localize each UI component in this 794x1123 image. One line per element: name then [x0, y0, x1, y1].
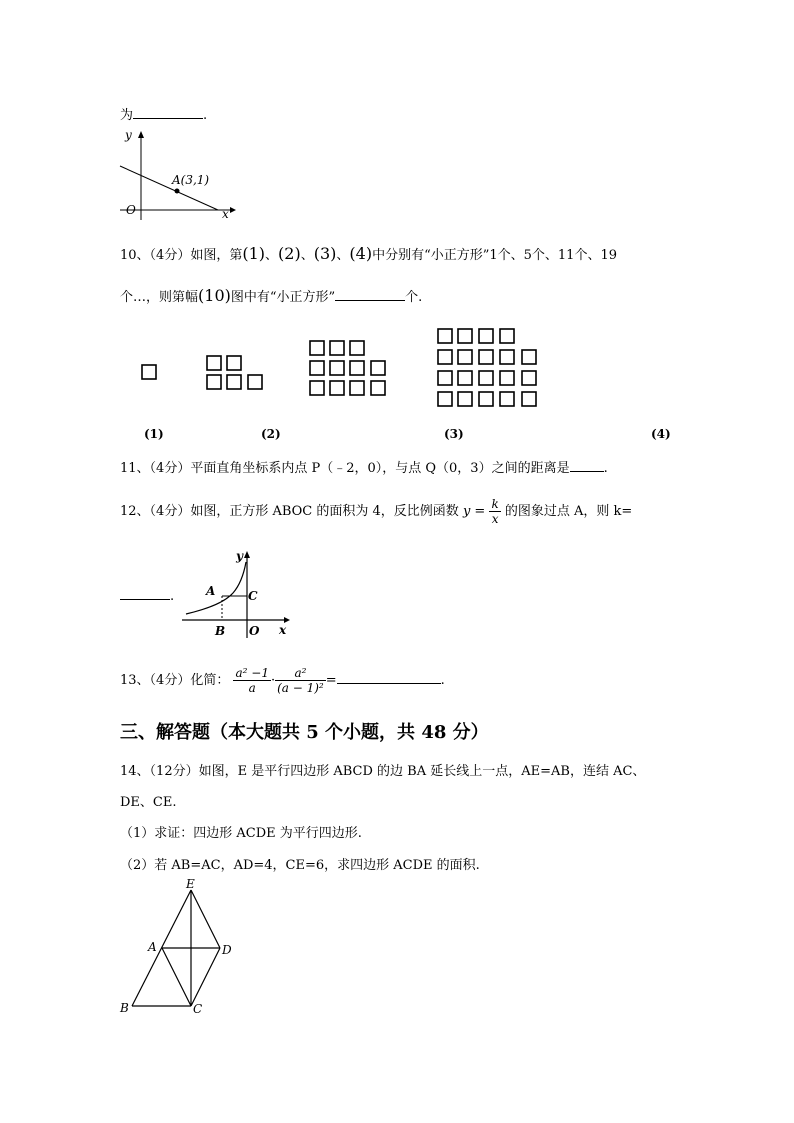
q9-prefix: 为	[120, 108, 134, 123]
q10-line1: 10、（4分）如图，第(1)、(2)、(3)、(4)中分别有“小正方形”1个、5个、11个、19	[120, 244, 617, 263]
q13-text: 化简：	[190, 673, 230, 688]
q12-score: （4分）	[149, 504, 191, 519]
q10-inline-label-3: (3)	[313, 244, 337, 263]
q14-line1	[120, 760, 645, 779]
q10-caption-3: (3)	[444, 427, 464, 441]
q10-fig1-square	[142, 365, 156, 379]
q12-func-fraction	[489, 497, 500, 526]
q14-label-a: A	[148, 940, 157, 954]
q10-caption-2: (2)	[261, 427, 281, 441]
q14-segment-ac	[162, 948, 191, 1006]
q13-fraction-1	[233, 666, 270, 695]
q12-func-y: y	[462, 504, 471, 519]
section-3-title: 三、解答题（本大题共 5 个小题，共 48 分）	[120, 722, 489, 743]
q10-fig3-squares	[310, 341, 385, 395]
q11-end: .	[603, 461, 608, 476]
q10-text2: 中分别有“小正方形”1个、5个、11个、19	[372, 248, 617, 263]
q10-text4: 图中有“小正方形”	[230, 290, 336, 305]
q11-line	[120, 457, 608, 476]
q10-caption-1: (1)	[144, 427, 164, 441]
q9-point-label: A(3,1)	[172, 173, 210, 187]
q9-answer-blank[interactable]	[133, 118, 203, 119]
q10-caption-4: (4)	[651, 427, 671, 441]
q9-suffix: .	[203, 108, 208, 123]
q12-hyperbola-figure	[178, 548, 296, 640]
q14-segment-ed	[191, 890, 220, 948]
q13-f1-denominator: a	[248, 681, 256, 695]
q11-text: 平面直角坐标系内点 P（﹣2，0），与点 Q（0，3）之间的距离是	[190, 461, 570, 476]
q9-line-graph	[118, 126, 238, 222]
q12-label-a: A	[206, 584, 216, 598]
q14-part2: （2）若 AB=AC，AD=4，CE=6，求四边形 ACDE 的面积.	[120, 858, 480, 873]
q9-x-arrow	[230, 207, 236, 213]
q14-score: （12分）	[149, 764, 199, 779]
q10-text1: 如图，第	[190, 248, 243, 263]
q10-inline-label-1: (1)	[242, 244, 266, 263]
q10-squares-figure	[130, 322, 680, 414]
q14-label-e: E	[186, 878, 195, 891]
q10-answer-blank[interactable]	[335, 300, 405, 301]
q12-text1: 如图，正方形 ABOC 的面积为 4，反比例函数	[190, 504, 459, 519]
q12-line1: 12、（4分）如图，正方形 ABOC 的面积为 4，反比例函数 y = $\frac{k}{x}$ 的图象过点 A，则 k=	[120, 497, 633, 526]
q13-f2-denominator: (a − 1)²	[277, 681, 324, 695]
q12-line2	[120, 589, 174, 604]
q13-equals: =	[325, 673, 337, 688]
q10-text5: 个.	[405, 290, 423, 305]
q13-f2-numerator: a²	[275, 666, 326, 681]
q12-label-y: y	[236, 549, 243, 563]
q12-y-arrow	[244, 551, 250, 558]
q10-inline-label-2: (2)	[278, 244, 301, 263]
q10-inline-label-4: (4)	[349, 244, 373, 263]
q14-text-line2: DE、CE.	[120, 795, 177, 810]
q12-func-numerator: k	[491, 497, 499, 511]
q10-fig4-squares	[438, 329, 536, 406]
q9-point-a	[175, 189, 180, 194]
q12-func-denominator: x	[491, 512, 499, 526]
q13-f1-numerator: a² −1	[235, 666, 269, 680]
q10-score: （4分）	[149, 248, 191, 263]
q10-line2	[120, 286, 422, 305]
q14-label-d: D	[222, 943, 232, 957]
q12-label-x: x	[279, 623, 287, 637]
q9-origin-label: O	[126, 203, 136, 217]
q10-fig2-squares	[207, 356, 262, 389]
q13-score: （4分）	[149, 673, 191, 688]
q12-label-b: B	[215, 624, 226, 638]
q12-answer-blank[interactable]	[120, 599, 170, 600]
q14-part1: （1）求证：四边形 ACDE 为平行四边形.	[120, 826, 362, 841]
q14-text-line1: 如图，E 是平行四边形 ABCD 的边 BA 延长线上一点，AE=AB，连结 AC、	[198, 764, 646, 779]
q14-label-b: B	[120, 1001, 129, 1015]
q12-hyperbola-curve	[186, 562, 246, 614]
q10-fig10-label: (10)	[198, 286, 231, 305]
q12-end: .	[170, 589, 175, 604]
q14-segment-dc	[191, 948, 220, 1006]
q13-number: 13、	[120, 673, 150, 688]
q9-y-arrow	[138, 131, 144, 138]
q13-answer-blank[interactable]	[337, 683, 441, 684]
q12-label-o: O	[249, 624, 260, 638]
q11-answer-blank[interactable]	[570, 471, 604, 472]
q12-text2: 的图象过点 A，则 k=	[504, 504, 633, 519]
q13-line: 13、（4分）化简： $\frac{\text{a² −1}}{a}$ · $\frac{\text{a²}}{\text{(a − 1)²}}$ = .	[120, 666, 445, 695]
q14-parallelogram-figure	[116, 878, 246, 1018]
q12-number: 12、	[120, 504, 150, 519]
q14-number: 14、	[120, 764, 150, 779]
q10-number: 10、	[120, 248, 150, 263]
q13-end: .	[440, 673, 445, 688]
q10-text3: 个…，则第幅	[120, 290, 199, 305]
q14-label-c: C	[193, 1002, 203, 1016]
q13-fraction-2	[275, 666, 326, 695]
q12-label-c: C	[248, 589, 258, 603]
q9-answer-line	[120, 104, 207, 123]
q9-x-label: x	[222, 207, 229, 221]
q9-y-label: y	[125, 128, 132, 142]
q11-number: 11、	[120, 461, 150, 476]
q11-score: （4分）	[149, 461, 191, 476]
